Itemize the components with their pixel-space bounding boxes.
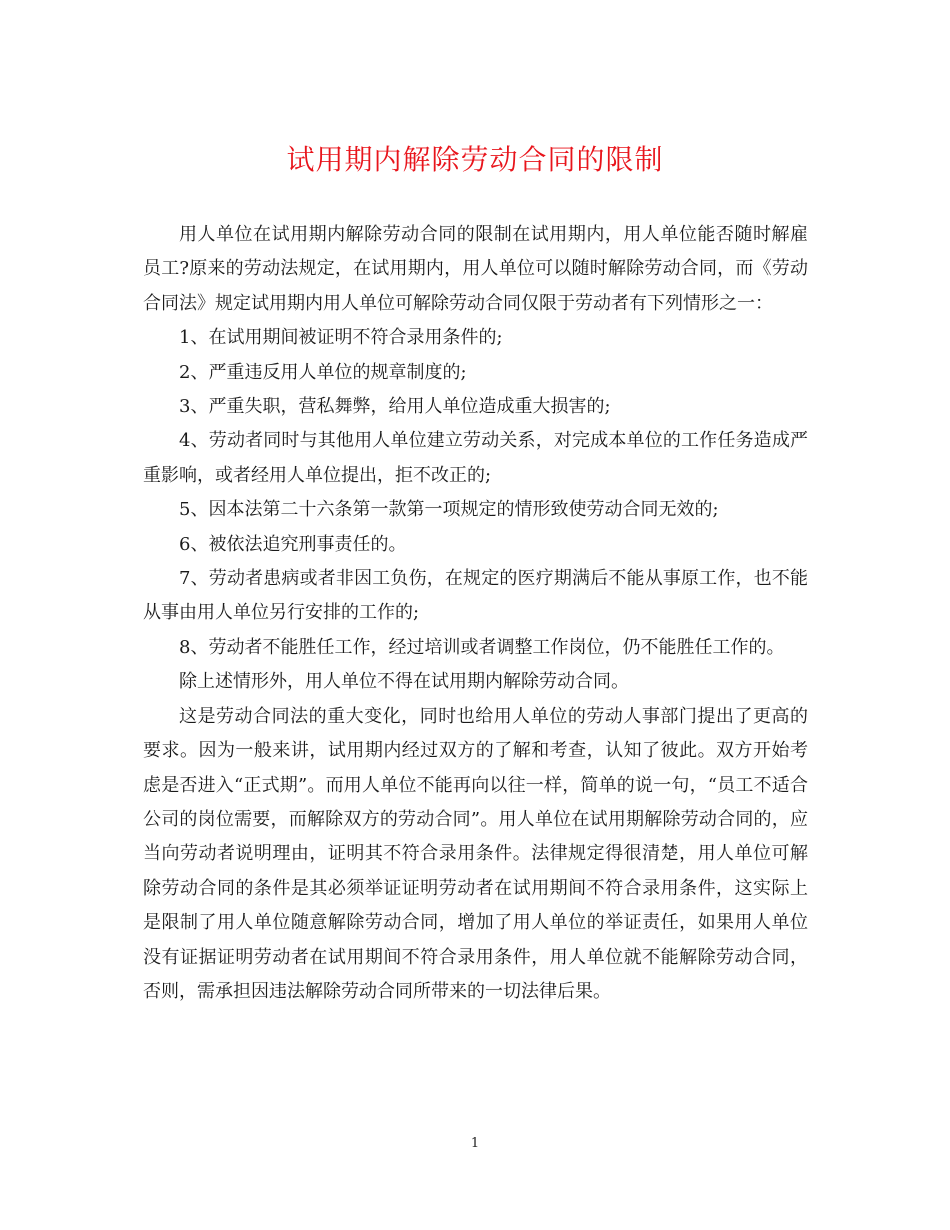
intro-paragraph: 用人单位在试用期内解除劳动合同的限制在试用期内，用人单位能否随时解雇员工?原来的劳动法规定，在试用期内，用人单位可以随时解除劳动合同，而《劳动合同法》规定试用期内用人单位可解除劳动合同仅限于劳动者有下列情形之一： xyxy=(143,224,808,314)
page-number: 1 xyxy=(470,1136,480,1151)
list-item-8: 8、劳动者不能胜任工作，经过培训或者调整工作岗位，仍不能胜任工作的。 xyxy=(179,636,785,658)
list-item-4: 4、劳动者同时与其他用人单位建立劳动关系，对完成本单位的工作任务造成严重影响，或者经用人单位提出，拒不改正的; xyxy=(143,430,808,486)
document-title: 试用期内解除劳动合同的限制 xyxy=(286,143,664,176)
list-item-3: 3、严重失职，营私舞弊，给用人单位造成重大损害的; xyxy=(179,396,611,418)
analysis-paragraph: 这是劳动合同法的重大变化，同时也给用人单位的劳动人事部门提出了更高的要求。因为一般来讲，试用期内经过双方的了解和考查，认知了彼此。双方开始考虑是否进入“正式期”。而用人单位不能再向以往一样，简单的说一句，“员工不适合公司的岗位需要，而解除双方的劳动合同”。用人单位在试用期解除劳动合同的，应当向劳动者说明理由，证明其不符合录用条件。法律规定得很清楚，用人单位可解除劳动合同的条件是其必须举证证明劳动者在试用期间不符合录用条件，这实际上是限制了用人单位随意解除劳动合同，增加了用人单位的举证责任，如果用人单位没有证据证明劳动者在试用期间不符合录用条件，用人单位就不能解除劳动合同，否则，需承担因违法解除劳动合同所带来的一切法律后果。 xyxy=(143,705,808,1002)
exception-paragraph: 除上述情形外，用人单位不得在试用期内解除劳动合同。 xyxy=(179,671,629,693)
list-item-7: 7、劳动者患病或者非因工负伤，在规定的医疗期满后不能从事原工作，也不能从事由用人单位另行安排的工作的; xyxy=(143,568,808,624)
list-item-2: 2、严重违反用人单位的规章制度的; xyxy=(179,361,467,383)
list-item-6: 6、被依法追究刑事责任的。 xyxy=(179,533,407,555)
list-item-5: 5、因本法第二十六条第一款第一项规定的情形致使劳动合同无效的; xyxy=(179,499,719,521)
document-body xyxy=(143,218,808,1009)
list-item-1: 1、在试用期间被证明不符合录用条件的; xyxy=(179,327,503,349)
